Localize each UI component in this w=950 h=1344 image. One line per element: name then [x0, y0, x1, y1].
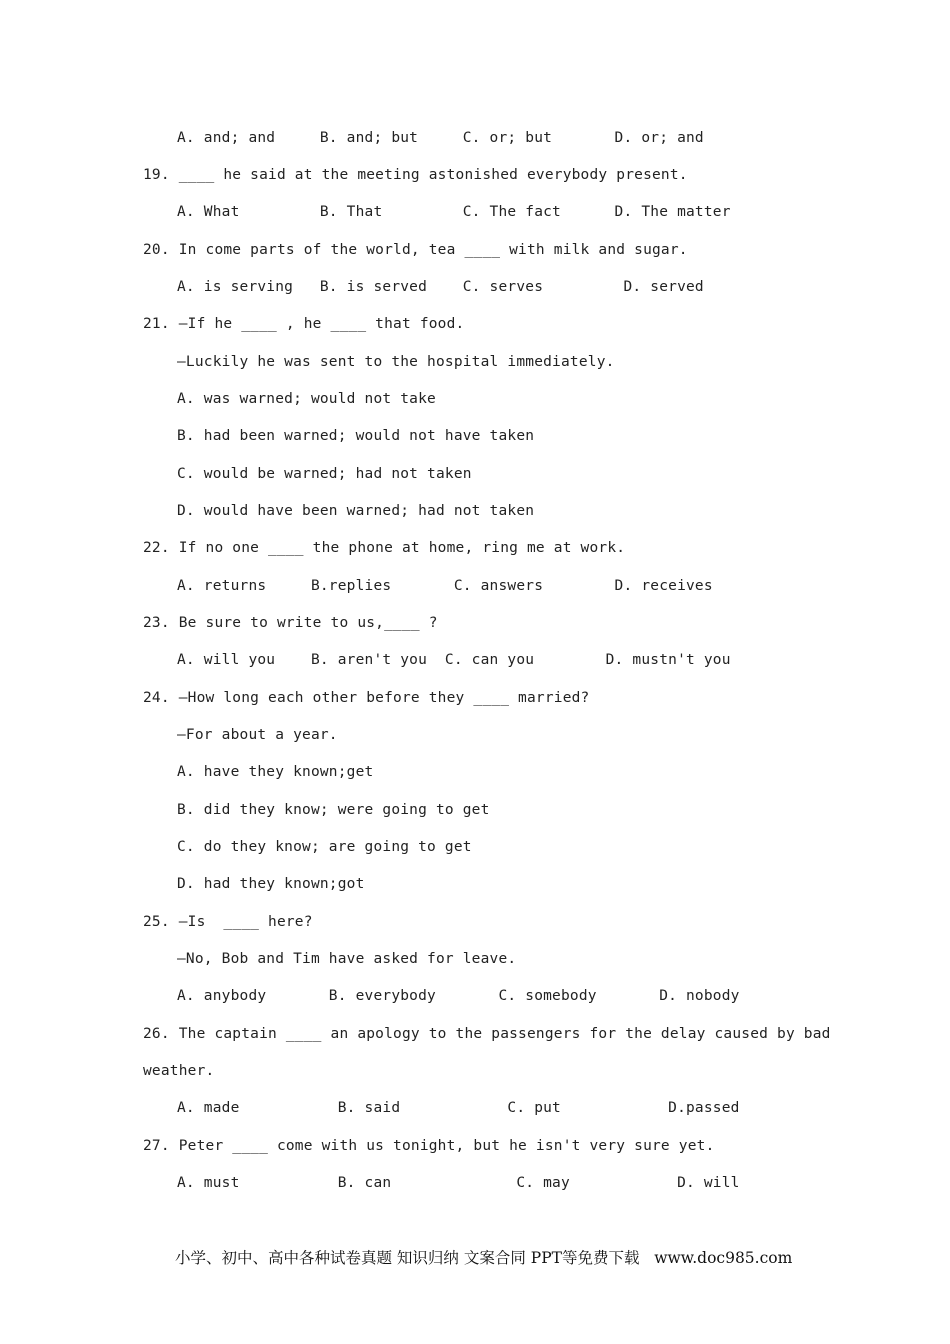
- q21-option-b: B. had been warned; would not have taken: [177, 428, 535, 444]
- q20-options: A. is serving B. is served C. serves D. served: [177, 279, 704, 295]
- q21-dialogue: —Luckily he was sent to the hospital immediately.: [177, 354, 615, 370]
- question-19: 19. ____ he said at the meeting astonished everybody present.: [143, 167, 688, 183]
- q19-options: A. What B. That C. The fact D. The matter: [177, 204, 731, 220]
- q27-options: A. must B. can C. may D. will: [177, 1175, 740, 1191]
- question-20: 20. In come parts of the world, tea ____ with milk and sugar.: [143, 242, 688, 258]
- q18-options: A. and; and B. and; but C. or; but D. or; and: [177, 130, 704, 146]
- q21-option-a: A. was warned; would not take: [177, 391, 436, 407]
- question-26: 26. The captain ____ an apology to the passengers for the delay caused by bad: [143, 1026, 831, 1042]
- q24-option-d: D. had they known;got: [177, 876, 365, 892]
- footer-promo-text: 小学、初中、高中各种试卷真题 知识归纳 文案合同 PPT等免费下载 www.doc985.com: [175, 1249, 793, 1267]
- q22-options: A. returns B.replies C. answers D. receives: [177, 578, 713, 594]
- q24-option-a: A. have they known;get: [177, 764, 374, 780]
- q23-options: A. will you B. aren't you C. can you D. mustn't you: [177, 652, 731, 668]
- question-22: 22. If no one ____ the phone at home, ring me at work.: [143, 540, 626, 556]
- q24-option-b: B. did they know; were going to get: [177, 802, 490, 818]
- question-21: 21. —If he ____ , he ____ that food.: [143, 316, 465, 332]
- question-24: 24. —How long each other before they ____ married?: [143, 690, 590, 706]
- q21-option-d: D. would have been warned; had not taken: [177, 503, 535, 519]
- q21-option-c: C. would be warned; had not taken: [177, 466, 472, 482]
- q25-options: A. anybody B. everybody C. somebody D. nobody: [177, 988, 740, 1004]
- q24-option-c: C. do they know; are going to get: [177, 839, 472, 855]
- q25-dialogue: —No, Bob and Tim have asked for leave.: [177, 951, 517, 967]
- question-26-continued: weather.: [143, 1063, 215, 1079]
- q26-options: A. made B. said C. put D.passed: [177, 1100, 740, 1116]
- question-25: 25. —Is ____ here?: [143, 914, 313, 930]
- question-23: 23. Be sure to write to us,____ ?: [143, 615, 438, 631]
- q24-dialogue: —For about a year.: [177, 727, 338, 743]
- question-27: 27. Peter ____ come with us tonight, but he isn't very sure yet.: [143, 1138, 715, 1154]
